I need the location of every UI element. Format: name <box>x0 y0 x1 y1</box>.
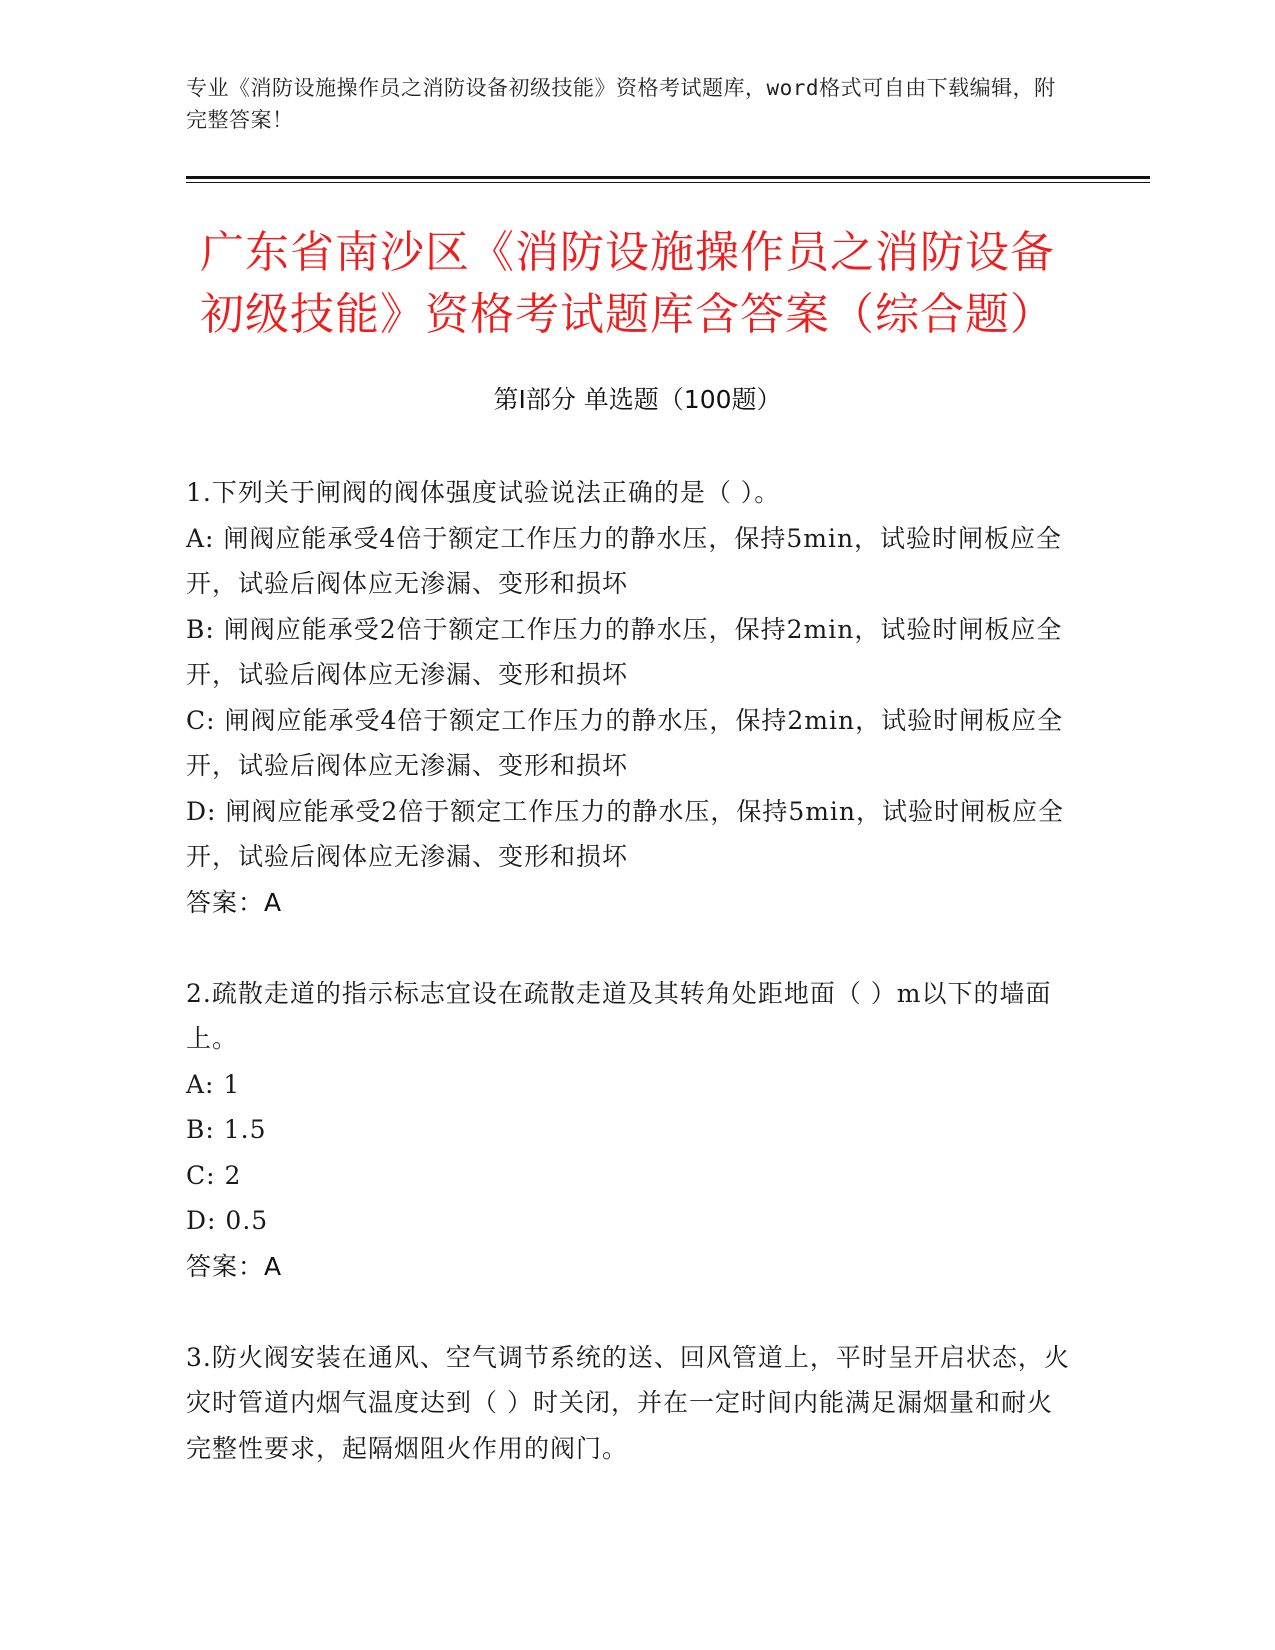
option-a: A: 闸阀应能承受4倍于额定工作压力的静水压，保持5min，试验时闸板应全开，试验后阀体应无渗漏、变形和损坏 <box>186 523 1063 598</box>
question-stem: 3.防火阀安装在通风、空气调节系统的送、回风管道上，平时呈开启状态，火灾时管道内烟气温度达到（ ）时关闭，并在一定时间内能满足漏烟量和耐火完整性要求，起隔烟阻火作用的阀门。 <box>186 1342 1070 1463</box>
question-2 <box>186 971 1076 1290</box>
option-d: D: 闸阀应能承受2倍于额定工作压力的静水压，保持5min，试验时闸板应全开，试验后阀体应无渗漏、变形和损坏 <box>186 796 1065 871</box>
option-a: A: 1 <box>186 1069 241 1099</box>
question-1 <box>186 470 1076 925</box>
header-rule-thin <box>186 182 1150 183</box>
option-b: B: 1.5 <box>186 1115 267 1144</box>
question-stem: 1.下列关于闸阀的阀体强度试验说法正确的是（ ）。 <box>186 478 781 507</box>
question-stem: 2.疏散走道的指示标志宜设在疏散走道及其转角处距地面（ ）m以下的墙面上。 <box>186 978 1052 1053</box>
header-rule-thick <box>186 176 1150 179</box>
question-spacer <box>186 1289 1076 1335</box>
document-title: 广东省南沙区《消防设施操作员之消防设备初级技能》资格考试题库含答案（综合题） <box>200 227 1055 340</box>
option-c: C: 闸阀应能承受4倍于额定工作压力的静水压，保持2min，试验时闸板应全开，试验后阀体应无渗漏、变形和损坏 <box>186 705 1064 780</box>
answer: 答案：A <box>186 1251 283 1281</box>
option-d: D: 0.5 <box>186 1206 269 1235</box>
answer: 答案：A <box>186 887 283 917</box>
question-spacer <box>186 925 1076 971</box>
option-b: B: 闸阀应能承受2倍于额定工作压力的静水压，保持2min，试验时闸板应全开，试验后阀体应无渗漏、变形和损坏 <box>186 614 1063 689</box>
question-3 <box>186 1335 1076 1472</box>
question-list <box>186 470 1076 1471</box>
section-heading: 第I部分 单选题（100题） <box>493 385 782 414</box>
header-note: 专业《消防设施操作员之消防设备初级技能》资格考试题库，word格式可自由下载编辑，附完整答案！ <box>186 76 1056 132</box>
option-c: C: 2 <box>186 1160 242 1190</box>
